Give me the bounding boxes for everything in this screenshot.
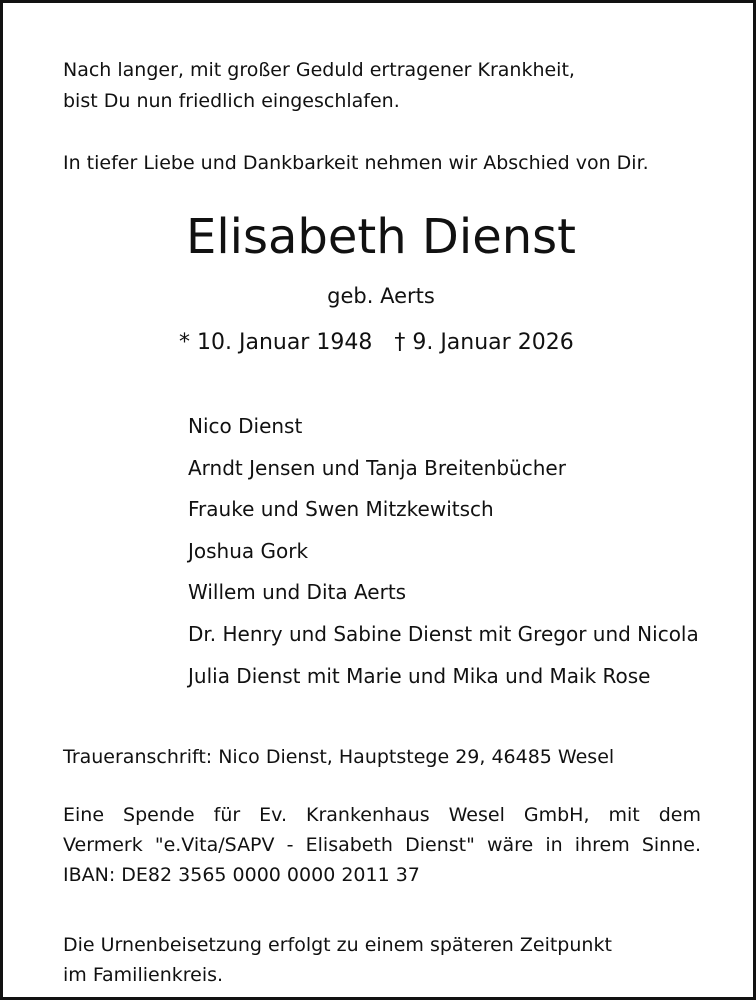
donation-line-2: Vermerk "e.Vita/SAPV - Elisabeth Dienst" wäre in ihrem Sinne. — [63, 834, 701, 856]
donation-line-1: Eine Spende für Ev. Krankenhaus Wesel GmbH, mit dem — [63, 804, 701, 826]
birth-date: * 10. Januar 1948 — [179, 330, 373, 355]
life-dates — [179, 328, 574, 358]
death-date: † 9. Januar 2026 — [394, 330, 574, 355]
donation-block — [63, 800, 701, 890]
burial-line-1: Die Urnenbeisetzung erfolgt zu einem späteren Zeitpunkt — [63, 934, 612, 956]
deceased-name: Elisabeth Dienst — [186, 209, 576, 265]
donation-iban: IBAN: DE82 3565 0000 0000 2011 37 — [63, 864, 420, 886]
burial-line-2: im Familienkreis. — [63, 964, 224, 986]
mourner-item: Julia Dienst mit Marie und Mika und Maik Rose — [188, 664, 651, 688]
birth-name: geb. Aerts — [327, 284, 435, 308]
mourner-item: Arndt Jensen und Tanja Breitenbücher — [188, 456, 566, 480]
mourning-address: Traueranschrift: Nico Dienst, Hauptstege 29, 46485 Wesel — [63, 746, 615, 768]
intro-line-2: bist Du nun friedlich eingeschlafen. — [63, 90, 400, 112]
mourner-item: Willem und Dita Aerts — [188, 580, 407, 604]
intro-line-1: Nach langer, mit großer Geduld ertragener Krankheit, — [63, 59, 575, 81]
farewell-text: In tiefer Liebe und Dankbarkeit nehmen wir Abschied von Dir. — [63, 152, 649, 174]
mourner-item: Dr. Henry und Sabine Dienst mit Gregor und Nicola — [188, 622, 699, 646]
mourner-item: Frauke und Swen Mitzkewitsch — [188, 497, 494, 521]
mourner-item: Nico Dienst — [188, 414, 303, 438]
mourner-item: Joshua Gork — [188, 539, 309, 563]
